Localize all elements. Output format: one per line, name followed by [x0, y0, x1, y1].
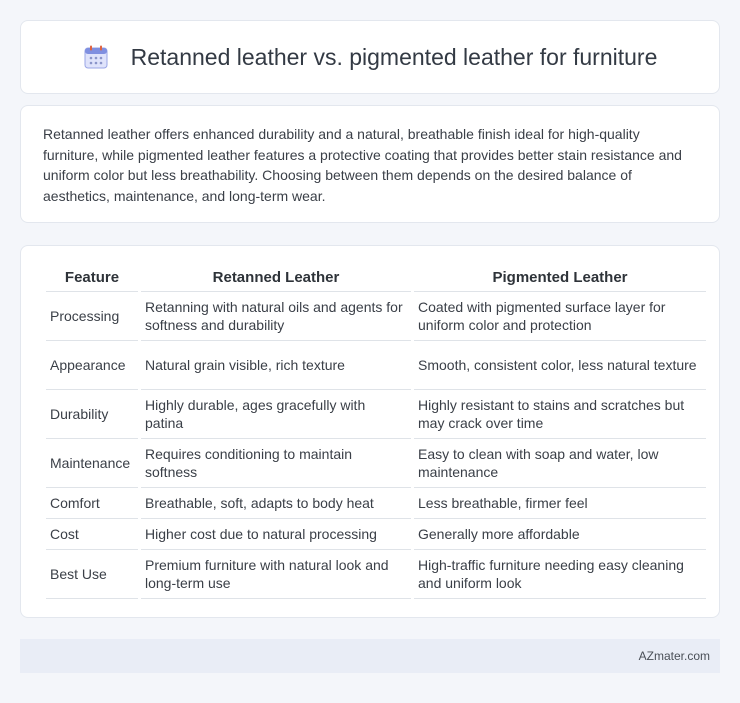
footer-bar	[20, 639, 720, 673]
table-row	[46, 292, 706, 341]
table-header-row	[46, 264, 706, 292]
retanned-cell: Breathable, soft, adapts to body heat	[141, 488, 411, 519]
table-row	[46, 550, 706, 599]
table-row	[46, 341, 706, 390]
summary-text: Retanned leather offers enhanced durability and a natural, breathable finish ideal for high-quality furniture, while pigmented leather features a protective coating that provides better stain resistance and uniform color but less breathability. Choosing between them depends on the desired balance of aesthetics, maintenance, and long-term wear.	[43, 126, 682, 204]
feature-cell: Maintenance	[46, 439, 138, 488]
comparison-table	[43, 264, 709, 599]
table-row	[46, 488, 706, 519]
header-feature: Feature	[46, 264, 138, 292]
feature-cell: Durability	[46, 390, 138, 439]
feature-cell: Processing	[46, 292, 138, 341]
pigmented-cell: High-traffic furniture needing easy cleaning and uniform look	[414, 550, 706, 599]
calendar-icon	[83, 44, 109, 70]
feature-cell: Cost	[46, 519, 138, 550]
pigmented-cell: Highly resistant to stains and scratches but may crack over time	[414, 390, 706, 439]
footer-site-name: AZmater.com	[638, 649, 710, 663]
title-card	[20, 20, 720, 94]
retanned-cell: Premium furniture with natural look and long-term use	[141, 550, 411, 599]
retanned-cell: Retanning with natural oils and agents for softness and durability	[141, 292, 411, 341]
table-row	[46, 519, 706, 550]
page-title: Retanned leather vs. pigmented leather for furniture	[130, 43, 658, 70]
retanned-cell: Highly durable, ages gracefully with patina	[141, 390, 411, 439]
pigmented-cell: Less breathable, firmer feel	[414, 488, 706, 519]
table-row	[46, 439, 706, 488]
retanned-cell: Natural grain visible, rich texture	[141, 341, 411, 390]
summary-card	[20, 105, 720, 223]
table-row	[46, 390, 706, 439]
feature-cell: Appearance	[46, 341, 138, 390]
retanned-cell: Higher cost due to natural processing	[141, 519, 411, 550]
pigmented-cell: Easy to clean with soap and water, low maintenance	[414, 439, 706, 488]
pigmented-cell: Smooth, consistent color, less natural texture	[414, 341, 706, 390]
header-retanned: Retanned Leather	[141, 264, 411, 292]
comparison-card	[20, 245, 720, 618]
feature-cell: Best Use	[46, 550, 138, 599]
feature-cell: Comfort	[46, 488, 138, 519]
pigmented-cell: Coated with pigmented surface layer for uniform color and protection	[414, 292, 706, 341]
header-pigmented: Pigmented Leather	[414, 264, 706, 292]
pigmented-cell: Generally more affordable	[414, 519, 706, 550]
retanned-cell: Requires conditioning to maintain softness	[141, 439, 411, 488]
